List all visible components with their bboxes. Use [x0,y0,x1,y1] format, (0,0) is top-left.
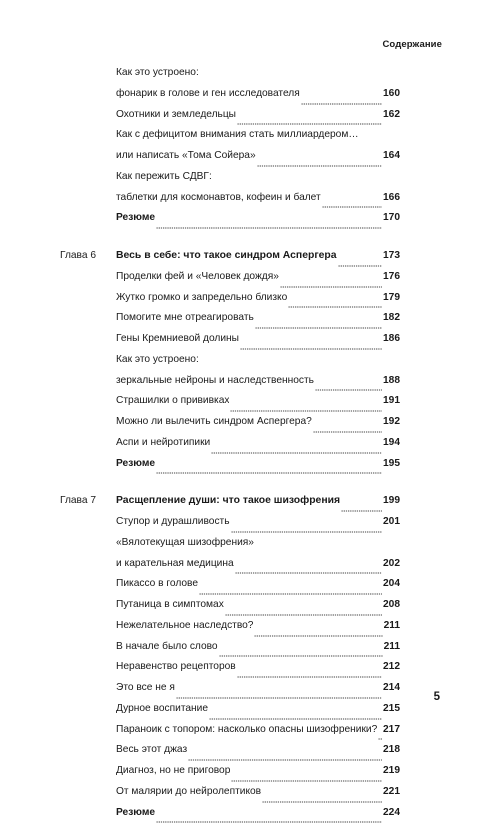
entry-page: 179 [383,292,400,303]
toc-entry [60,212,400,233]
dot-leader [225,614,382,616]
entry-page: 164 [383,150,400,161]
entry-title: Жутко громко и запредельно близко [116,292,287,303]
dot-leader [188,759,382,761]
dot-leader [322,206,382,208]
dot-leader [338,265,382,267]
dot-leader [176,697,382,699]
entry-title: От малярии до нейролептиков [116,786,261,797]
toc-entry [60,67,400,88]
dot-leader [231,780,382,782]
dot-leader [209,718,382,720]
toc-entry [60,516,400,537]
entry-title: зеркальные нейроны и наследственность [116,375,314,386]
entry-title: Дурное воспитание [116,703,208,714]
entry-page: 208 [383,599,400,610]
dot-leader [235,572,382,574]
dot-leader [156,821,382,823]
toc-entry [60,786,400,807]
entry-title: Это все не я [116,682,175,693]
entry-page: 173 [383,250,400,261]
entry-page: 217 [383,724,400,735]
toc-entry [60,354,400,375]
entry-title: Гены Кремниевой долины [116,333,239,344]
entry-title: Параноик с топором: насколько опасны шизофреники? [116,724,377,735]
entry-title: «Вялотекущая шизофрения» [116,537,254,548]
entry-title: Резюме [116,458,155,469]
toc-entry [60,437,400,458]
entry-title: Как с дефицитом внимания стать миллиардером… [116,129,359,140]
dot-leader [199,593,382,595]
entry-title: Как это устроено: [116,67,199,78]
table-of-contents [60,67,400,827]
entry-page: 201 [383,516,400,527]
dot-leader [301,103,382,105]
toc-entry [60,558,400,579]
dot-leader [156,472,382,474]
toc-entry [60,682,400,703]
entry-page: 212 [383,661,400,672]
toc-entry [60,395,400,416]
toc-entry [60,416,400,437]
entry-title: или написать «Тома Сойера» [116,150,256,161]
entry-title: Охотники и земледельцы [116,109,236,120]
dot-leader [237,676,382,678]
entry-title: Диагноз, но не приговор [116,765,230,776]
entry-page: 221 [383,786,400,797]
chapter-gap [60,233,400,250]
entry-title: Страшилки о прививках [116,395,229,406]
page-number: 5 [434,691,440,703]
entry-page: 186 [383,333,400,344]
toc-entry [60,641,400,662]
entry-page: 199 [383,495,400,506]
entry-page: 188 [383,375,400,386]
toc-entry [60,312,400,333]
entry-title: и карательная медицина [116,558,234,569]
entry-title: В начале было слово [116,641,218,652]
entry-page: 214 [383,682,400,693]
entry-title: Как пережить СДВГ: [116,171,212,182]
dot-leader [231,531,382,533]
chapter-label: Глава 7 [60,495,116,506]
entry-page: 162 [383,109,400,120]
entry-title: Неравенство рецепторов [116,661,236,672]
dot-leader [341,510,382,512]
entry-page: 191 [383,395,400,406]
chapter-title: Расщепление души: что такое шизофрения [116,495,340,506]
toc-chapter-row [60,495,400,516]
dot-leader [156,227,382,229]
entry-page: 219 [383,765,400,776]
entry-title: Резюме [116,807,155,818]
entry-page: 160 [383,88,400,99]
entry-page: 204 [383,578,400,589]
entry-page: 224 [383,807,400,818]
entry-page: 170 [383,212,400,223]
entry-title: фонарик в голове и ген исследователя [116,88,300,99]
toc-entry [60,744,400,765]
toc-entry [60,807,400,827]
toc-entry [60,129,400,150]
entry-page: 218 [383,744,400,755]
toc-entry [60,599,400,620]
entry-title: Ступор и дурашливость [116,516,230,527]
entry-title: Проделки фей и «Человек дождя» [116,271,279,282]
chapter-label: Глава 6 [60,250,116,261]
entry-page: 202 [383,558,400,569]
dot-leader [237,123,382,125]
chapter-title: Весь в себе: что такое синдром Аспергера [116,250,337,261]
entry-title: таблетки для космонавтов, кофеин и балет [116,192,321,203]
entry-page: 182 [383,312,400,323]
entry-page: 195 [383,458,400,469]
dot-leader [240,348,382,350]
toc-entry [60,537,400,558]
dot-leader [254,635,382,637]
entry-page: 192 [383,416,400,427]
dot-leader [230,410,382,412]
dot-leader [378,738,382,740]
entry-title: Путаница в симптомах [116,599,224,610]
entry-page: 176 [383,271,400,282]
toc-entry [60,171,400,192]
toc-entry [60,724,400,745]
toc-entry [60,192,400,213]
toc-chapter-row [60,250,400,271]
toc-entry [60,292,400,313]
entry-title: Можно ли вылечить синдром Аспергера? [116,416,312,427]
toc-entry [60,109,400,130]
dot-leader [313,431,382,433]
entry-title: Резюме [116,212,155,223]
dot-leader [219,655,383,657]
entry-title: Нежелательное наследство? [116,620,253,631]
running-head: Содержание [382,39,442,50]
toc-entry [60,578,400,599]
entry-page: 211 [384,620,400,631]
dot-leader [257,165,382,167]
entry-title: Как это устроено: [116,354,199,365]
toc-entry [60,620,400,641]
entry-page: 166 [383,192,400,203]
toc-entry [60,661,400,682]
entry-title: Помогите мне отреагировать [116,312,254,323]
toc-entry [60,271,400,292]
dot-leader [262,801,382,803]
toc-entry [60,88,400,109]
entry-page: 211 [384,641,400,652]
chapter-gap [60,478,400,495]
dot-leader [288,306,382,308]
dot-leader [280,286,382,288]
dot-leader [211,452,382,454]
toc-entry [60,150,400,171]
toc-entry [60,765,400,786]
toc-entry [60,375,400,396]
entry-title: Аспи и нейротипики [116,437,210,448]
entry-page: 215 [383,703,400,714]
entry-page: 194 [383,437,400,448]
toc-entry [60,703,400,724]
toc-entry [60,333,400,354]
dot-leader [315,389,382,391]
entry-title: Весь этот джаз [116,744,187,755]
toc-entry [60,458,400,479]
entry-title: Пикассо в голове [116,578,198,589]
dot-leader [255,327,382,329]
